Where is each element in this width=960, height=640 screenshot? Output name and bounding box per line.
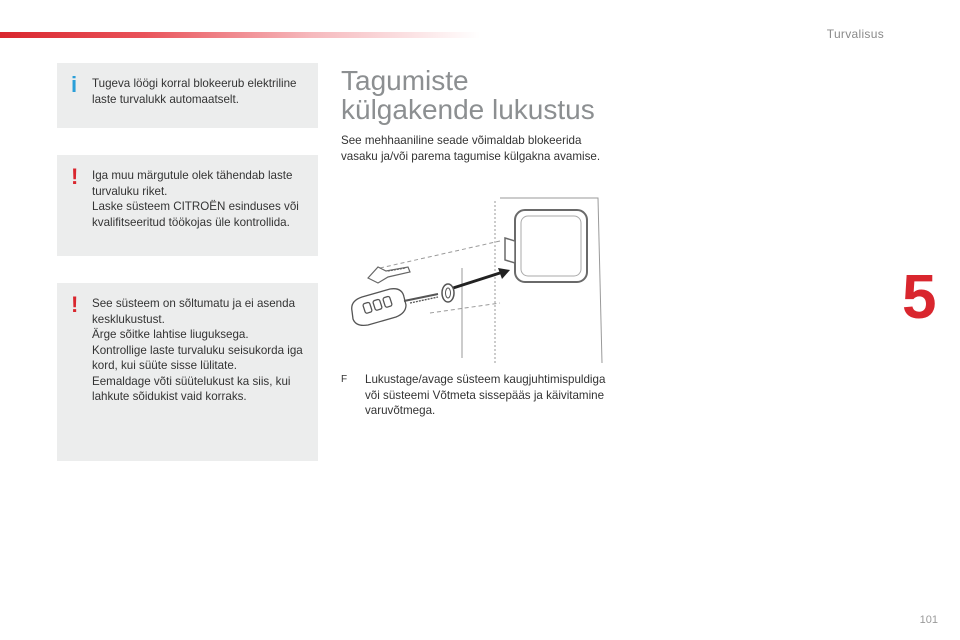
- info-note: [57, 63, 318, 128]
- warning-note-text: [92, 168, 310, 230]
- bullet-symbol: F: [341, 374, 348, 385]
- section-title: Turvalisus: [826, 27, 884, 41]
- page-title-line: külgakende lukustus: [341, 94, 595, 125]
- instruction-text: Lukustage/avage süsteem kaugjuhtimispuldiga või süsteemi Võtmeta sissepääs ja käivitamine varuvõtmega.: [365, 373, 606, 417]
- remote-key-fob-icon: [352, 289, 438, 326]
- warning-icon: !: [71, 292, 79, 317]
- note-paragraph: Iga muu märgutule olek tähendab laste turvaluku riket.: [92, 169, 293, 198]
- door-handle: [505, 238, 515, 263]
- guide-line: [430, 303, 500, 313]
- warning-note-independent: [57, 283, 318, 461]
- info-note-text: [92, 76, 310, 107]
- note-paragraph: Eemaldage võti süütelukust ka siis, kui lahkute sõidukist vaid korraks.: [92, 374, 291, 403]
- note-paragraph: Kontrollige laste turvaluku seisukorda iga kord, kui süüte sisse lülitate.: [92, 343, 303, 372]
- note-paragraph: Ärge sõitke lahtise liuguksega.: [92, 328, 249, 341]
- chapter-number: 5: [902, 263, 937, 332]
- window-glass: [521, 216, 581, 276]
- warning-icon: !: [71, 164, 79, 189]
- note-paragraph: Tugeva löögi korral blokeerub elektriline laste turvalukk automaatselt.: [92, 77, 297, 106]
- spare-key-icon: [368, 267, 410, 283]
- note-paragraph: Laske süsteem CITROËN esinduses või kvalifitseeritud töökojas üle kontrollida.: [92, 200, 299, 229]
- intro-text: See mehhaaniline seade võimaldab blokeerida vasaku ja/või parema tagumise külgakna avamise.: [341, 134, 601, 163]
- guide-line: [380, 241, 500, 268]
- lock-cylinder-icon: [442, 284, 454, 302]
- warning-note-text: [92, 296, 310, 405]
- page-title: [341, 66, 595, 124]
- page-number: 101: [919, 614, 938, 626]
- info-icon: i: [71, 72, 78, 97]
- note-paragraph: See süsteem on sõltumatu ja ei asenda kesklukustust.: [92, 297, 296, 326]
- page-title-line: Tagumiste: [341, 65, 469, 96]
- window-lock-illustration: [340, 193, 610, 363]
- warning-note-fault: [57, 155, 318, 256]
- header-accent-bar: [0, 32, 480, 38]
- window-frame: [515, 210, 587, 282]
